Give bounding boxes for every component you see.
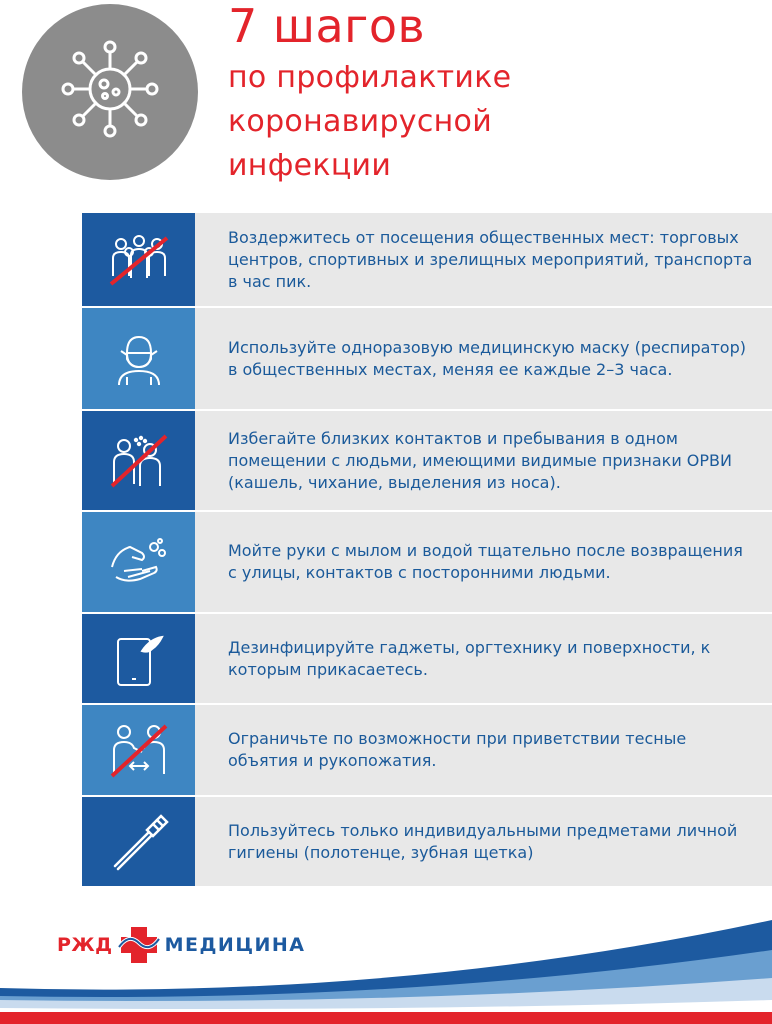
sneeze-contact-crossed-icon (108, 432, 170, 490)
step-text: Избегайте близких контактов и пребывания в одном помещении с людьми, имеющими видимые признаки ОРВИ (кашель, чихание, выделения из носа). (195, 411, 772, 512)
page-title: 7 шагов (228, 0, 426, 53)
step-text: Дезинфицируйте гаджеты, оргтехнику и поверхности, к которым прикасаетесь. (195, 614, 772, 705)
step-row (82, 512, 772, 614)
step-icon-cell (82, 705, 195, 797)
step-text: Используйте одноразовую медицинскую маску (респиратор) в общественных местах, меняя ее каждые 2–3 часа. (195, 308, 772, 411)
gadget-disinfect-icon (112, 631, 166, 687)
subtitle-line: коронавирусной (228, 104, 493, 139)
rzd-medicina-logo (57, 920, 305, 970)
step-icon-cell (82, 614, 195, 705)
coronavirus-icon (55, 32, 165, 142)
toothbrush-icon (109, 812, 169, 872)
step-text: Воздержитесь от посещения общественных мест: торговых центров, спортивных и зрелищных мероприятий, транспорта в час пик. (195, 213, 772, 308)
virus-circle (22, 4, 198, 180)
face-mask-icon (114, 331, 164, 387)
title-block (228, 0, 768, 188)
step-icon-cell (82, 512, 195, 614)
step-row (82, 614, 772, 705)
medical-cross-icon (117, 923, 161, 967)
step-row (82, 705, 772, 797)
hand-washing-icon (108, 537, 170, 587)
page-subtitle (228, 56, 768, 188)
step-icon-cell (82, 213, 195, 308)
step-row (82, 213, 772, 308)
step-row (82, 308, 772, 411)
step-row (82, 411, 772, 512)
logo-text-medicina: МЕДИЦИНА (164, 934, 306, 956)
step-icon-cell (82, 308, 195, 411)
step-text: Мойте руки с мылом и водой тщательно после возвращения с улицы, контактов с посторонними людьми. (195, 512, 772, 614)
step-icon-cell (82, 411, 195, 512)
step-row (82, 797, 772, 888)
crowd-crossed-icon (107, 232, 171, 288)
handshake-crossed-icon (108, 720, 170, 780)
subtitle-line: по профилактике (228, 60, 512, 95)
step-text: Пользуйтесь только индивидуальными предметами личной гигиены (полотенце, зубная щетка) (195, 797, 772, 888)
step-icon-cell (82, 797, 195, 888)
steps-list (82, 213, 772, 888)
subtitle-line: инфекции (228, 148, 392, 183)
step-text: Ограничьте по возможности при приветствии тесные объятия и рукопожатия. (195, 705, 772, 797)
logo-text-rzd: РЖД (57, 934, 113, 956)
